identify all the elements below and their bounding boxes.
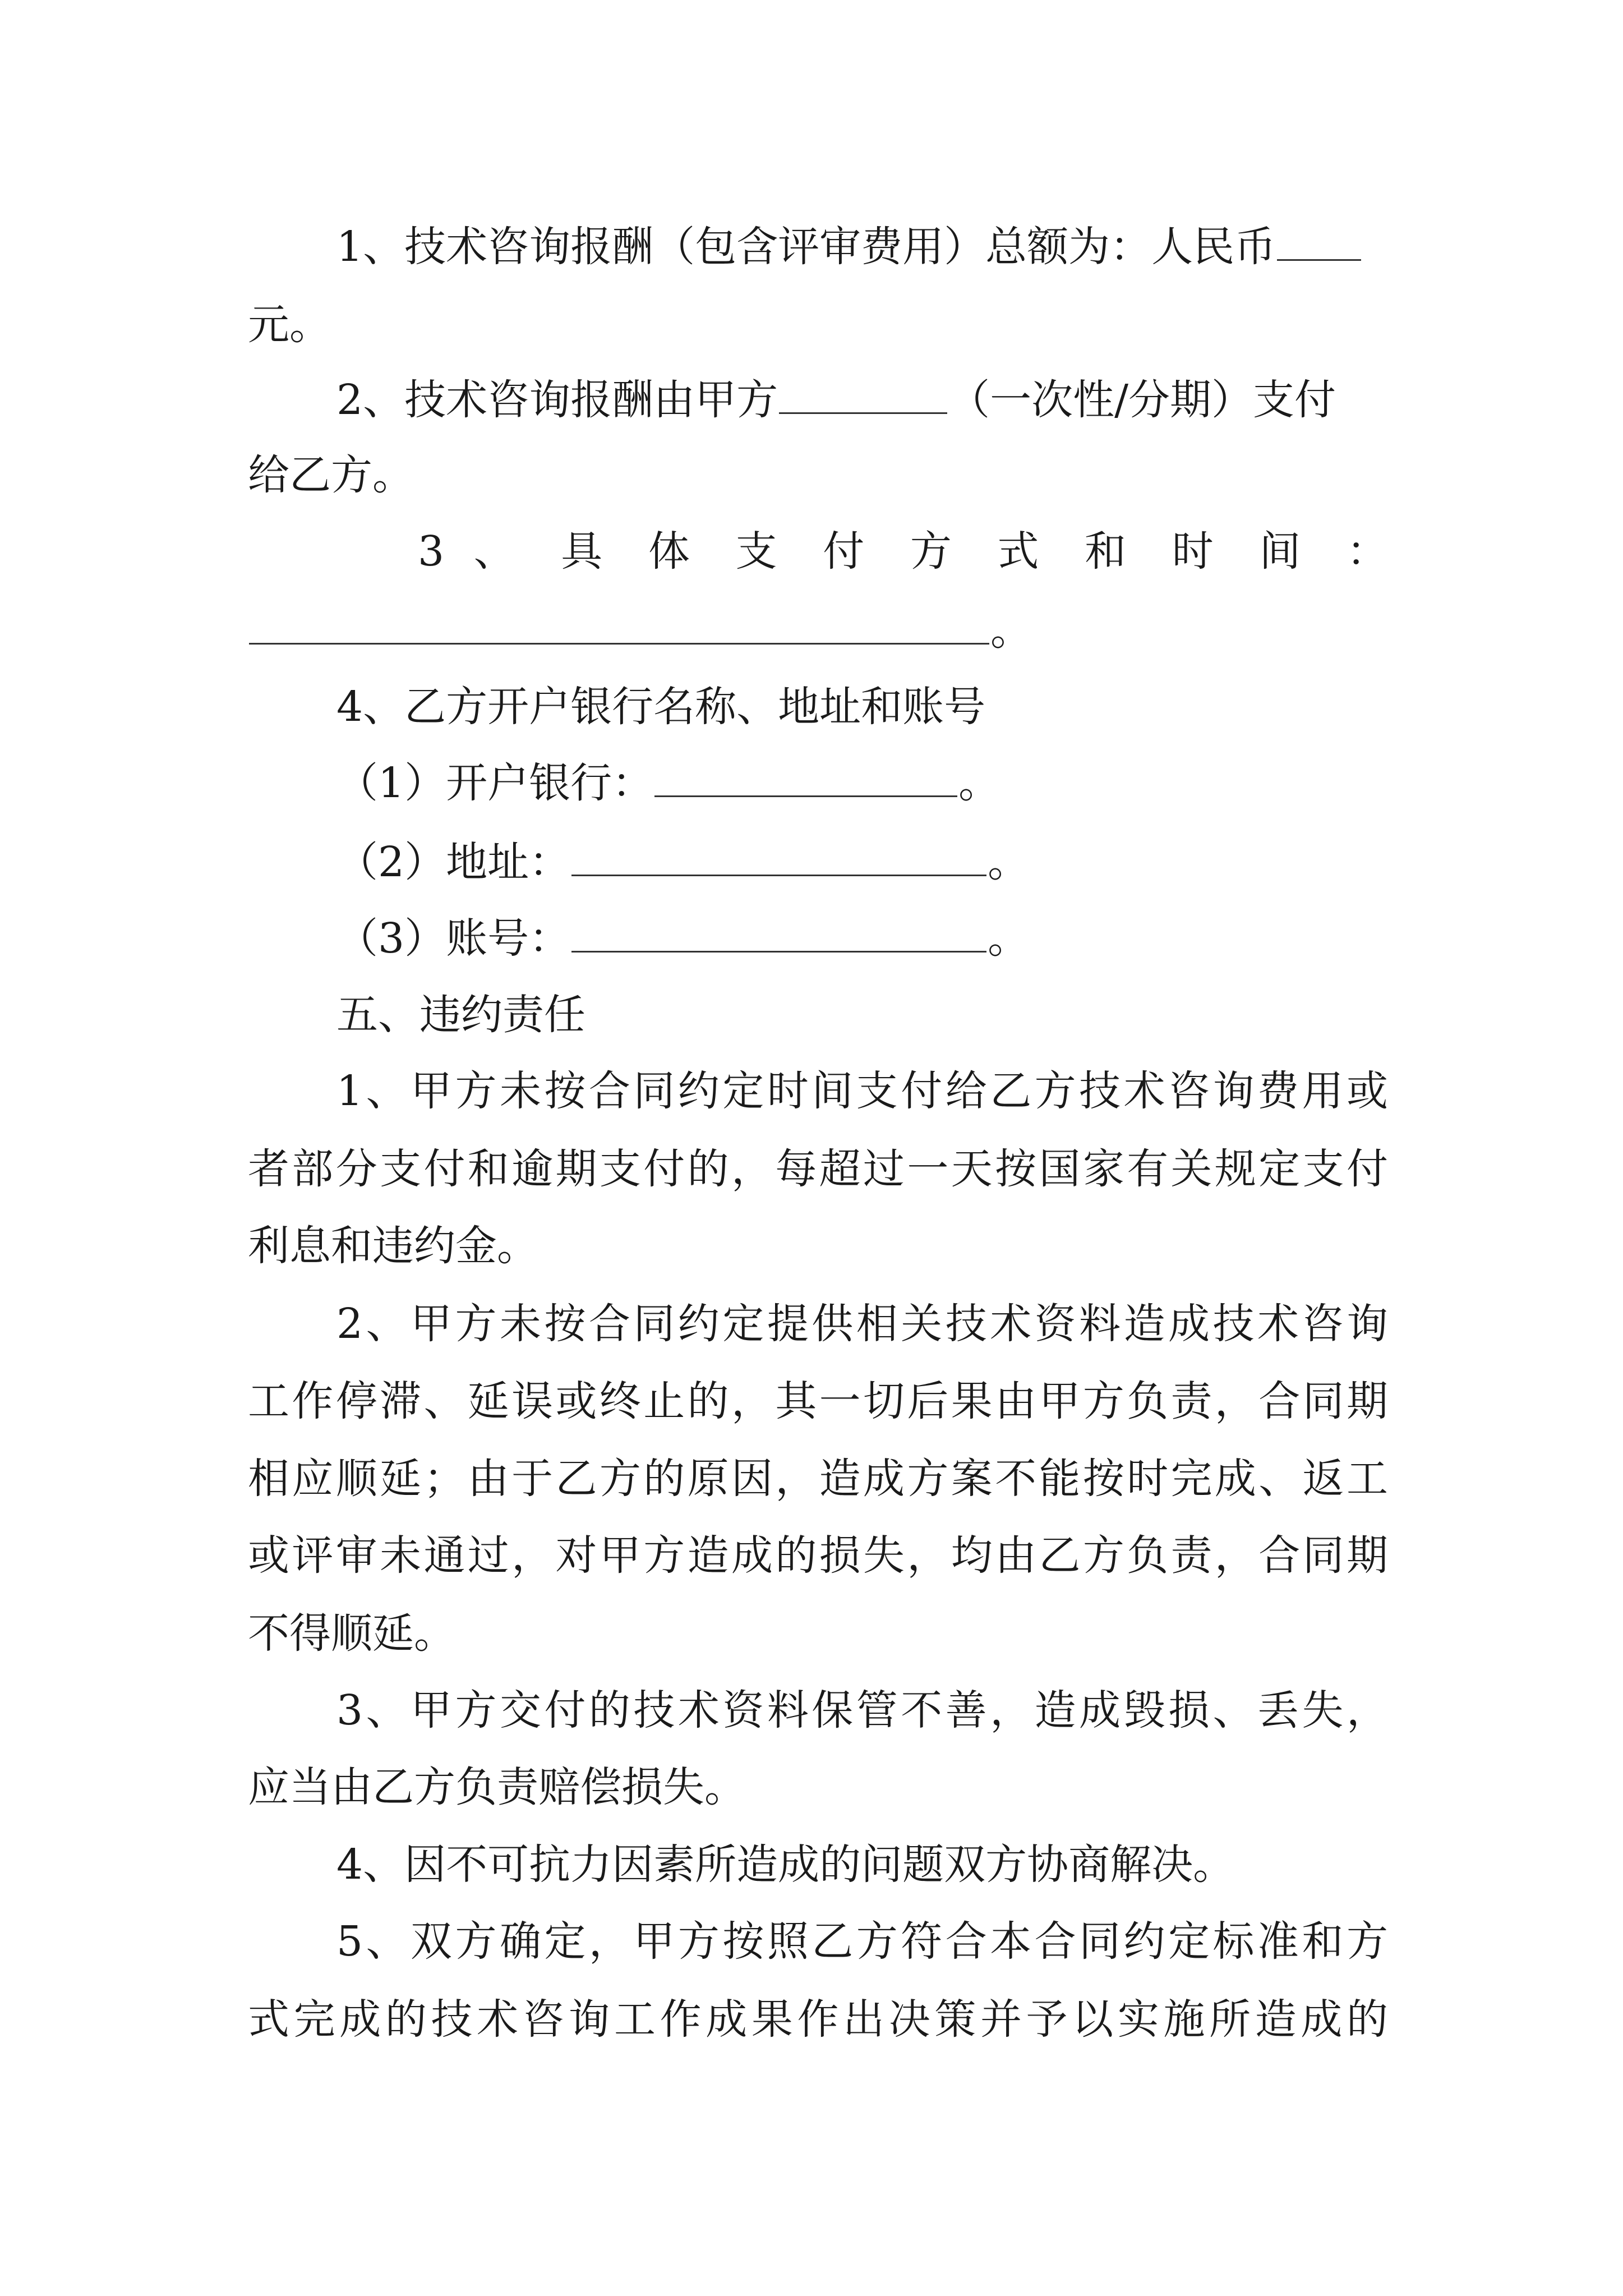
payment-item-1-continued <box>248 286 1386 364</box>
liability-line-text: 2、甲方未按合同约定提供相关技术资料造成技术咨询 <box>336 1300 1388 1348</box>
liability-line-text: 5、双方确定，甲方按照乙方符合本合同约定标准和方 <box>336 1917 1388 1966</box>
bank-account-label: （3）账号： <box>336 914 571 963</box>
bank-address-row <box>336 823 1391 901</box>
payment-item-3-continued <box>248 591 1386 670</box>
liability-line <box>248 1980 1388 2059</box>
liability-line <box>248 1748 1386 1826</box>
payment-item-1-text: 1、技术咨询报酬（包含评审费用）总额为：人民币 <box>336 223 1276 271</box>
payment-item-4-text: 4、乙方开户银行名称、地址和账号 <box>336 683 986 731</box>
liability-line <box>336 1825 1391 1904</box>
payment-item-2-middle: （一次性/分期）支付 <box>948 376 1336 424</box>
payment-mode-blank <box>779 381 947 414</box>
liability-line <box>336 1902 1388 1981</box>
liability-line <box>248 1362 1388 1441</box>
liability-line-text: 4、因不可抗力因素所造成的问题双方协商解决。 <box>336 1841 1235 1889</box>
liability-line-text: 1、甲方未按合同约定时间支付给乙方技术咨询费用或 <box>336 1067 1388 1115</box>
liability-line-text: 者部分支付和逾期支付的，每超过一天按国家有关规定支付 <box>248 1145 1388 1193</box>
payment-item-2-suffix: 给乙方。 <box>248 451 414 499</box>
bank-name-row <box>336 744 1391 822</box>
payment-item-2-text: 2、技术咨询报酬由甲方 <box>336 376 778 424</box>
bank-name-end: 。 <box>958 759 1000 807</box>
liability-line <box>248 1516 1388 1595</box>
liability-line <box>248 1594 1386 1673</box>
payment-item-1-suffix: 元。 <box>248 301 331 349</box>
liability-line <box>336 1671 1388 1750</box>
bank-account-end: 。 <box>988 914 1030 963</box>
bank-address-blank <box>571 843 986 876</box>
liability-line-text: 或评审未通过，对甲方造成的损失，均由乙方负责，合同期 <box>248 1531 1388 1580</box>
liability-line <box>336 1285 1388 1363</box>
liability-line-text: 工作停滞、延误或终止的，其一切后果由甲方负责，合同期 <box>248 1377 1388 1425</box>
bank-name-blank <box>654 764 957 797</box>
liability-line-text: 相应顺延；由于乙方的原因，造成方案不能按时完成、返工 <box>248 1455 1388 1503</box>
liability-line <box>248 1439 1388 1518</box>
liability-line <box>248 1130 1388 1208</box>
liability-line-text: 应当由乙方负责赔偿损失。 <box>248 1763 746 1811</box>
bank-address-label: （2）地址： <box>336 838 571 886</box>
liability-line-text: 式完成的技术咨询工作成果作出决策并予以实施所造成的 <box>248 1995 1388 2044</box>
payment-item-2-continued <box>248 436 1386 514</box>
payment-method-blank <box>249 611 989 645</box>
liability-line <box>336 1052 1388 1130</box>
payment-item-1 <box>336 208 1391 286</box>
liability-line-text: 不得顺延。 <box>248 1609 455 1658</box>
liability-line-text: 3、甲方交付的技术资料保管不善，造成毁损、丢失， <box>336 1686 1388 1734</box>
payment-item-4 <box>336 668 1391 746</box>
liability-heading-text: 五、违约责任 <box>336 991 585 1039</box>
bank-account-row <box>336 899 1391 978</box>
liability-line-text: 利息和违约金。 <box>248 1222 538 1270</box>
amount-blank <box>1277 228 1361 261</box>
bank-account-blank <box>571 919 986 953</box>
payment-item-3 <box>418 512 1388 591</box>
bank-name-label: （1）开户银行： <box>336 759 654 807</box>
payment-item-3-text: 3 、 具 体 支 付 方 式 和 时 间 ： <box>418 527 1388 576</box>
liability-line <box>248 1207 1386 1285</box>
bank-address-end: 。 <box>988 838 1030 886</box>
liability-heading <box>336 976 1391 1054</box>
payment-item-3-end: 。 <box>990 606 1032 655</box>
payment-item-2 <box>336 361 1391 439</box>
